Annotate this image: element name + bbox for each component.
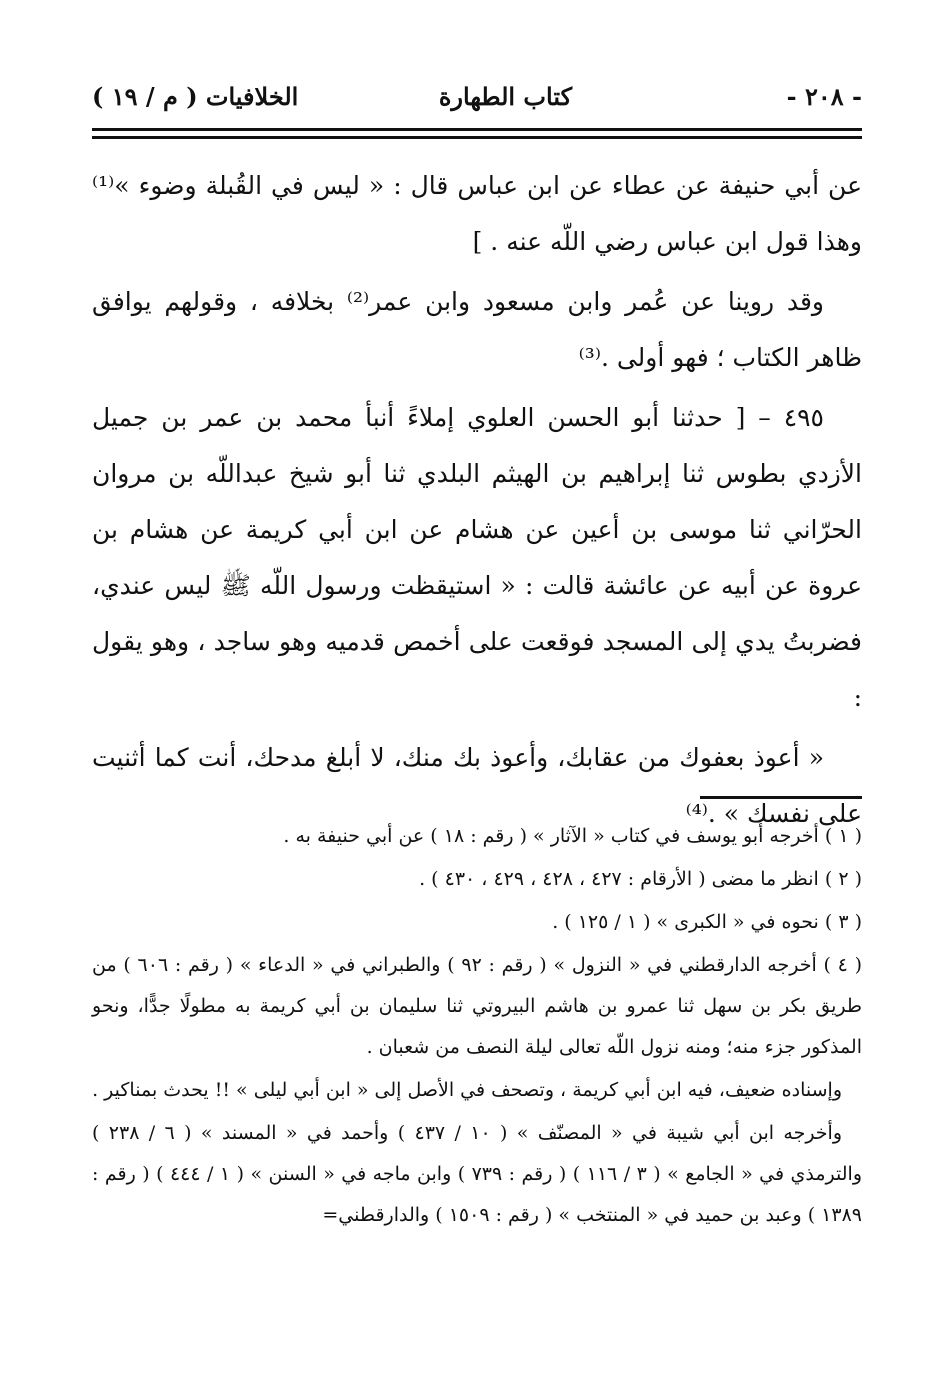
footnote-3: ( ٣ ) نحوه في « الكبرى » ( ١ / ١٢٥ ) .	[552, 911, 862, 933]
header-rule-bottom	[92, 136, 862, 139]
page-number: - ٢٠٨ -	[786, 82, 862, 111]
header-rule-top	[92, 128, 862, 131]
volume-label: الخلافيات ( م / ١٩ )	[92, 82, 299, 111]
paragraph-4: « أعوذ بعفوك من عقابك، وأعوذ بك منك، لا أبلغ مدحك، أنت كما أثنيت على نفسك » .⁽⁴⁾	[92, 743, 862, 828]
footnotes	[92, 816, 862, 1238]
main-text	[92, 158, 862, 846]
running-header	[92, 72, 862, 122]
paragraph-3: ٤٩٥ – [ حدثنا أبو الحسن العلوي إملاءً أنبأ محمد بن عمر بن جميل الأزدي بطوس ثنا إبراهيم بن الهيثم البلدي ثنا أبو شيخ عبداللّه بن مروان الحرّاني ثنا موسى بن أعين عن هشام عن ابن أبي كريمة عن هشام بن عروة عن أبيه عن عائشة قالت : « استيقظت ورسول اللّه ﷺ ليس عندي، فضربتُ يدي إلى المسجد فوقعت على أخمص قدميه وهو ساجد ، وهو يقول :	[92, 403, 862, 712]
footnote-4: ( ٤ ) أخرجه الدارقطني في « النزول » ( رقم : ٩٢ ) والطبراني في « الدعاء » ( رقم : ٦٠٦ ) من طريق بكر بن سهل ثنا عمرو بن هاشم البيروتي ثنا سليمان بن أبي كريمة به مطولًا جدًّا، ونحو المذكور جزء منه؛ ومنه نزول اللّه تعالى ليلة النصف من شعبان .	[92, 954, 863, 1058]
footnote-1: ( ١ ) أخرجه أبو يوسف في كتاب « الآثار » ( رقم : ١٨ ) عن أبي حنيفة به .	[283, 825, 862, 847]
paragraph-2: وقد روينا عن عُمر وابن مسعود وابن عمر⁽²⁾ بخلافه ، وقولهم يوافق ظاهر الكتاب ؛ فهو أولى .⁽³⁾	[92, 287, 862, 372]
footnote-4-sources: وأخرجه ابن أبي شيبة في « المصنّف » ( ١٠ / ٤٣٧ ) وأحمد في « المسند » ( ٦ / ٢٣٨ ) والترمذي في « الجامع » ( ٣ / ١١٦ ) ( رقم : ٧٣٩ ) وابن ماجه في « السنن » ( ١ / ٤٤٤ ) ( رقم : ١٣٨٩ ) وعبد بن حميد في « المنتخب » ( رقم : ١٥٠٩ ) والدارقطني=	[92, 1122, 863, 1226]
book-title: كتاب الطهارة	[438, 82, 572, 111]
paragraph-1: عن أبي حنيفة عن عطاء عن ابن عباس قال : « ليس في القُبلة وضوء »⁽¹⁾ وهذا قول ابن عباس رضي اللّه عنه . ]	[92, 171, 862, 256]
footnote-2: ( ٢ ) انظر ما مضى ( الأرقام : ٤٢٧ ، ٤٢٨ ، ٤٢٩ ، ٤٣٠ ) .	[419, 868, 862, 890]
footnote-4-continued: وإسناده ضعيف، فيه ابن أبي كريمة ، وتصحف في الأصل إلى « ابن أبي ليلى » !! يحدث بمناكير .	[92, 1079, 842, 1101]
footnote-separator	[700, 796, 862, 799]
